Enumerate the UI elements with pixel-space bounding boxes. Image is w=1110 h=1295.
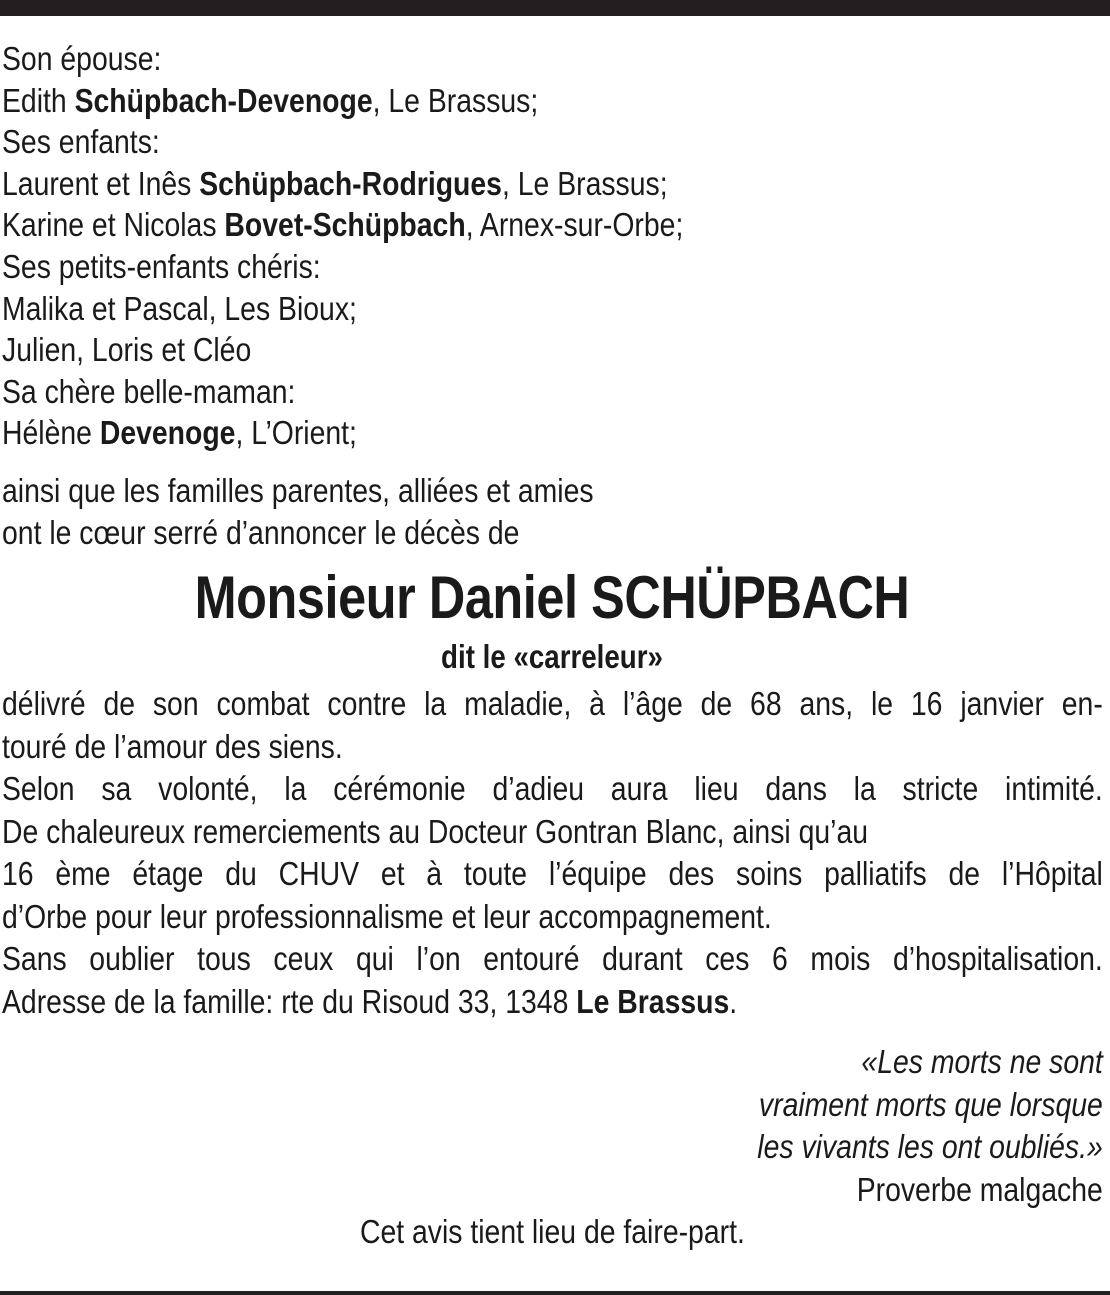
announcement-line: ont le cœur serré d’annoncer le décès de: [2, 513, 520, 551]
family-line: Karine et Nicolas Bovet-Schüpbach, Arnex-sur-Orbe;: [2, 206, 684, 244]
body-line: d’Orbe pour leur professionnalisme et leur accompagnement.: [2, 897, 772, 935]
family-line: Ses enfants:: [2, 123, 160, 161]
family-line: Julien, Loris et Cléo: [2, 331, 252, 369]
body-line: Sans oublier tous ceux qui l’on entouré durant ces 6 mois d’hospitalisation.: [2, 940, 1103, 978]
bottom-border-rule: [0, 1291, 1110, 1295]
quote-block: [2, 1041, 1103, 1254]
family-line: Sa chère belle-maman:: [2, 372, 296, 410]
family-line: Hélène Devenoge, L’Orient;: [2, 414, 357, 452]
faire-part-notice: Cet avis tient lieu de faire-part.: [359, 1213, 745, 1251]
quote-line: les vivants les ont oubliés.»: [757, 1128, 1103, 1166]
quote-source: Proverbe malgache: [856, 1170, 1103, 1208]
address-line: Adresse de la famille: rte du Risoud 33, 1348 Le Brassus.: [2, 982, 738, 1020]
announcement-line: ainsi que les familles parentes, alliées et amies: [2, 471, 594, 509]
obituary-notice: [2, 38, 1102, 1254]
family-line: Edith Schüpbach-Devenoge, Le Brassus;: [2, 81, 539, 119]
obituary-body: [2, 683, 1103, 1023]
family-line: Son épouse:: [2, 40, 162, 77]
announcement: [2, 470, 1102, 553]
deceased-name: Monsieur Daniel SCHÜPBACH: [194, 564, 910, 632]
family-list: [2, 38, 1102, 454]
family-line: Malika et Pascal, Les Bioux;: [2, 289, 357, 327]
body-line: De chaleureux remerciements au Docteur Gontran Blanc, ainsi qu’au: [2, 812, 869, 850]
body-line: 16 ème étage du CHUV et à toute l’équipe des soins palliatifs de l’Hôpital: [2, 855, 1103, 893]
deceased-nickname: dit le «carreleur»: [441, 638, 663, 676]
quote-line: «Les morts ne sont: [861, 1043, 1103, 1081]
body-line: délivré de son combat contre la maladie, à l’âge de 68 ans, le 16 janvier en-: [2, 685, 1103, 723]
family-line: Ses petits-enfants chéris:: [2, 247, 321, 285]
top-border-bar: [0, 0, 1110, 16]
body-line: Selon sa volonté, la cérémonie d’adieu aura lieu dans la stricte intimité.: [2, 770, 1103, 808]
body-line: touré de l’amour des siens.: [2, 727, 343, 765]
quote-line: vraiment morts que lorsque: [758, 1085, 1103, 1123]
family-line: Laurent et Inês Schüpbach-Rodrigues, Le Brassus;: [2, 164, 668, 202]
